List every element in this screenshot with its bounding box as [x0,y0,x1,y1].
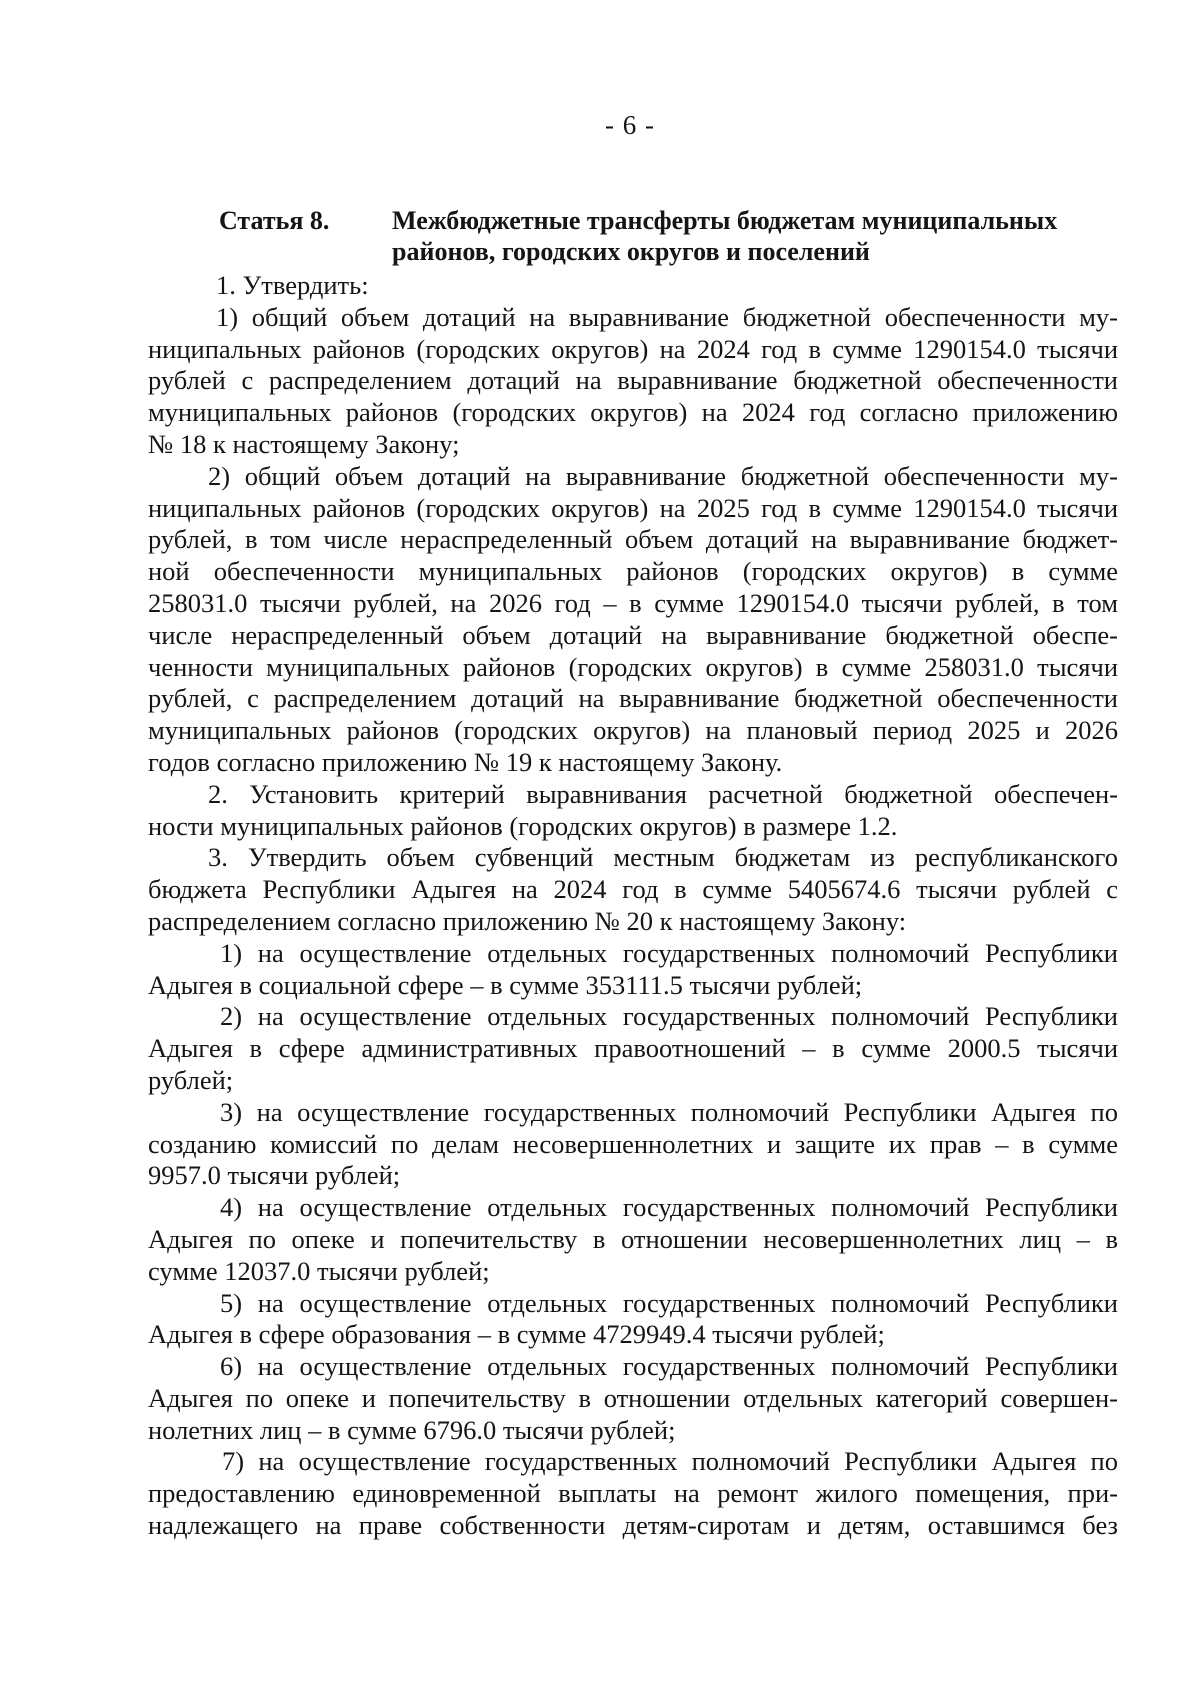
text-line: 3. Утвердить объем субвенций местным бюджетам из республиканского [208,842,1118,873]
text-line: 4) на осуществление отдельных государственных полномочий Республики [220,1192,1118,1223]
article-title-line: районов, городских округов и поселений [392,237,870,266]
text-line: 2) на осуществление отдельных государственных полномочий Республики [220,1001,1118,1032]
text-line: ниципальных районов (городских округов) на 2025 год в сумме 1290154.0 тысячи [148,492,1118,523]
text-line: 1) на осуществление отдельных государственных полномочий Республики [220,937,1118,968]
text-line: ченности муниципальных районов (городских округов) в сумме 258031.0 тысячи [148,651,1118,682]
text-line: нолетних лиц – в сумме 6796.0 тысячи рублей; [148,1414,676,1445]
document-body [148,270,1118,1542]
text-line: Адыгея в социальной сфере – в сумме 353111.5 тысячи рублей; [148,969,863,1000]
text-line: 3) на осуществление государственных полномочий Республики Адыгея по [220,1096,1118,1127]
text-line: ной обеспеченности муниципальных районов (городских округов) в сумме [148,556,1118,587]
text-line: числе нераспределенный объем дотаций на выравнивание бюджетной обеспе- [148,619,1118,650]
text-line: 7) на осуществление государственных полномочий Республики Адыгея по [222,1446,1118,1477]
text-line: надлежащего на праве собственности детям-сиротам и детям, оставшимся без [148,1510,1118,1541]
page-number: - 6 - [605,110,655,140]
article-title-line: Межбюджетные трансферты бюджетам муниципальных [392,206,1058,235]
text-line: муниципальных районов (городских округов) на плановый период 2025 и 2026 [148,715,1118,746]
text-line: № 18 к настоящему Закону; [148,428,460,459]
text-line: рублей; [148,1064,234,1095]
text-line: Адыгея в сфере административных правоотношений – в сумме 2000.5 тысячи [148,1033,1118,1064]
text-line: 1) общий объем дотаций на выравнивание бюджетной обеспеченности му- [216,301,1118,332]
text-line: 258031.0 тысячи рублей, на 2026 год – в сумме 1290154.0 тысячи рублей, в том [148,587,1118,618]
text-line: Адыгея по опеке и попечительству в отношении отдельных категорий совершен- [148,1382,1118,1413]
text-line: Адыгея в сфере образования – в сумме 4729949.4 тысячи рублей; [148,1319,885,1350]
text-line: рублей, в том числе нераспределенный объем дотаций на выравнивание бюджет- [148,524,1118,555]
text-line: 9957.0 тысячи рублей; [148,1160,401,1191]
text-line: созданию комиссий по делам несовершеннолетних и защите их прав – в сумме [148,1128,1118,1159]
text-line: бюджета Республики Адыгея на 2024 год в сумме 5405674.6 тысячи рублей с [148,874,1118,905]
text-line: годов согласно приложению № 19 к настоящему Закону. [148,746,783,777]
text-line: рублей, с распределением дотаций на выравнивание бюджетной обеспеченности [148,683,1118,714]
article-title [392,205,1132,267]
text-line: муниципальных районов (городских округов) на 2024 год согласно приложению [148,397,1118,428]
text-line: рублей с распределением дотаций на выравнивание бюджетной обеспеченности [148,365,1118,396]
text-line: предоставлению единовременной выплаты на ремонт жилого помещения, при- [148,1478,1118,1509]
text-line: 5) на осуществление отдельных государственных полномочий Республики [220,1287,1118,1318]
text-line: сумме 12037.0 тысячи рублей; [148,1255,490,1286]
text-line: 6) на осуществление отдельных государственных полномочий Республики [220,1351,1118,1382]
text-line: 2) общий объем дотаций на выравнивание бюджетной обеспеченности му- [208,460,1118,491]
article-number: Статья 8. [219,206,330,235]
text-line: распределением согласно приложению № 20 к настоящему Закону: [148,905,907,936]
text-line: 1. Утвердить: [216,270,369,300]
text-line: Адыгея по опеке и попечительству в отношении несовершеннолетних лиц – в [148,1223,1118,1254]
text-line: ности муниципальных районов (городских округов) в размере 1.2. [148,810,898,841]
text-line: ниципальных районов (городских округов) на 2024 год в сумме 1290154.0 тысячи [148,333,1118,364]
text-line: 2. Установить критерий выравнивания расчетной бюджетной обеспечен- [208,778,1118,809]
